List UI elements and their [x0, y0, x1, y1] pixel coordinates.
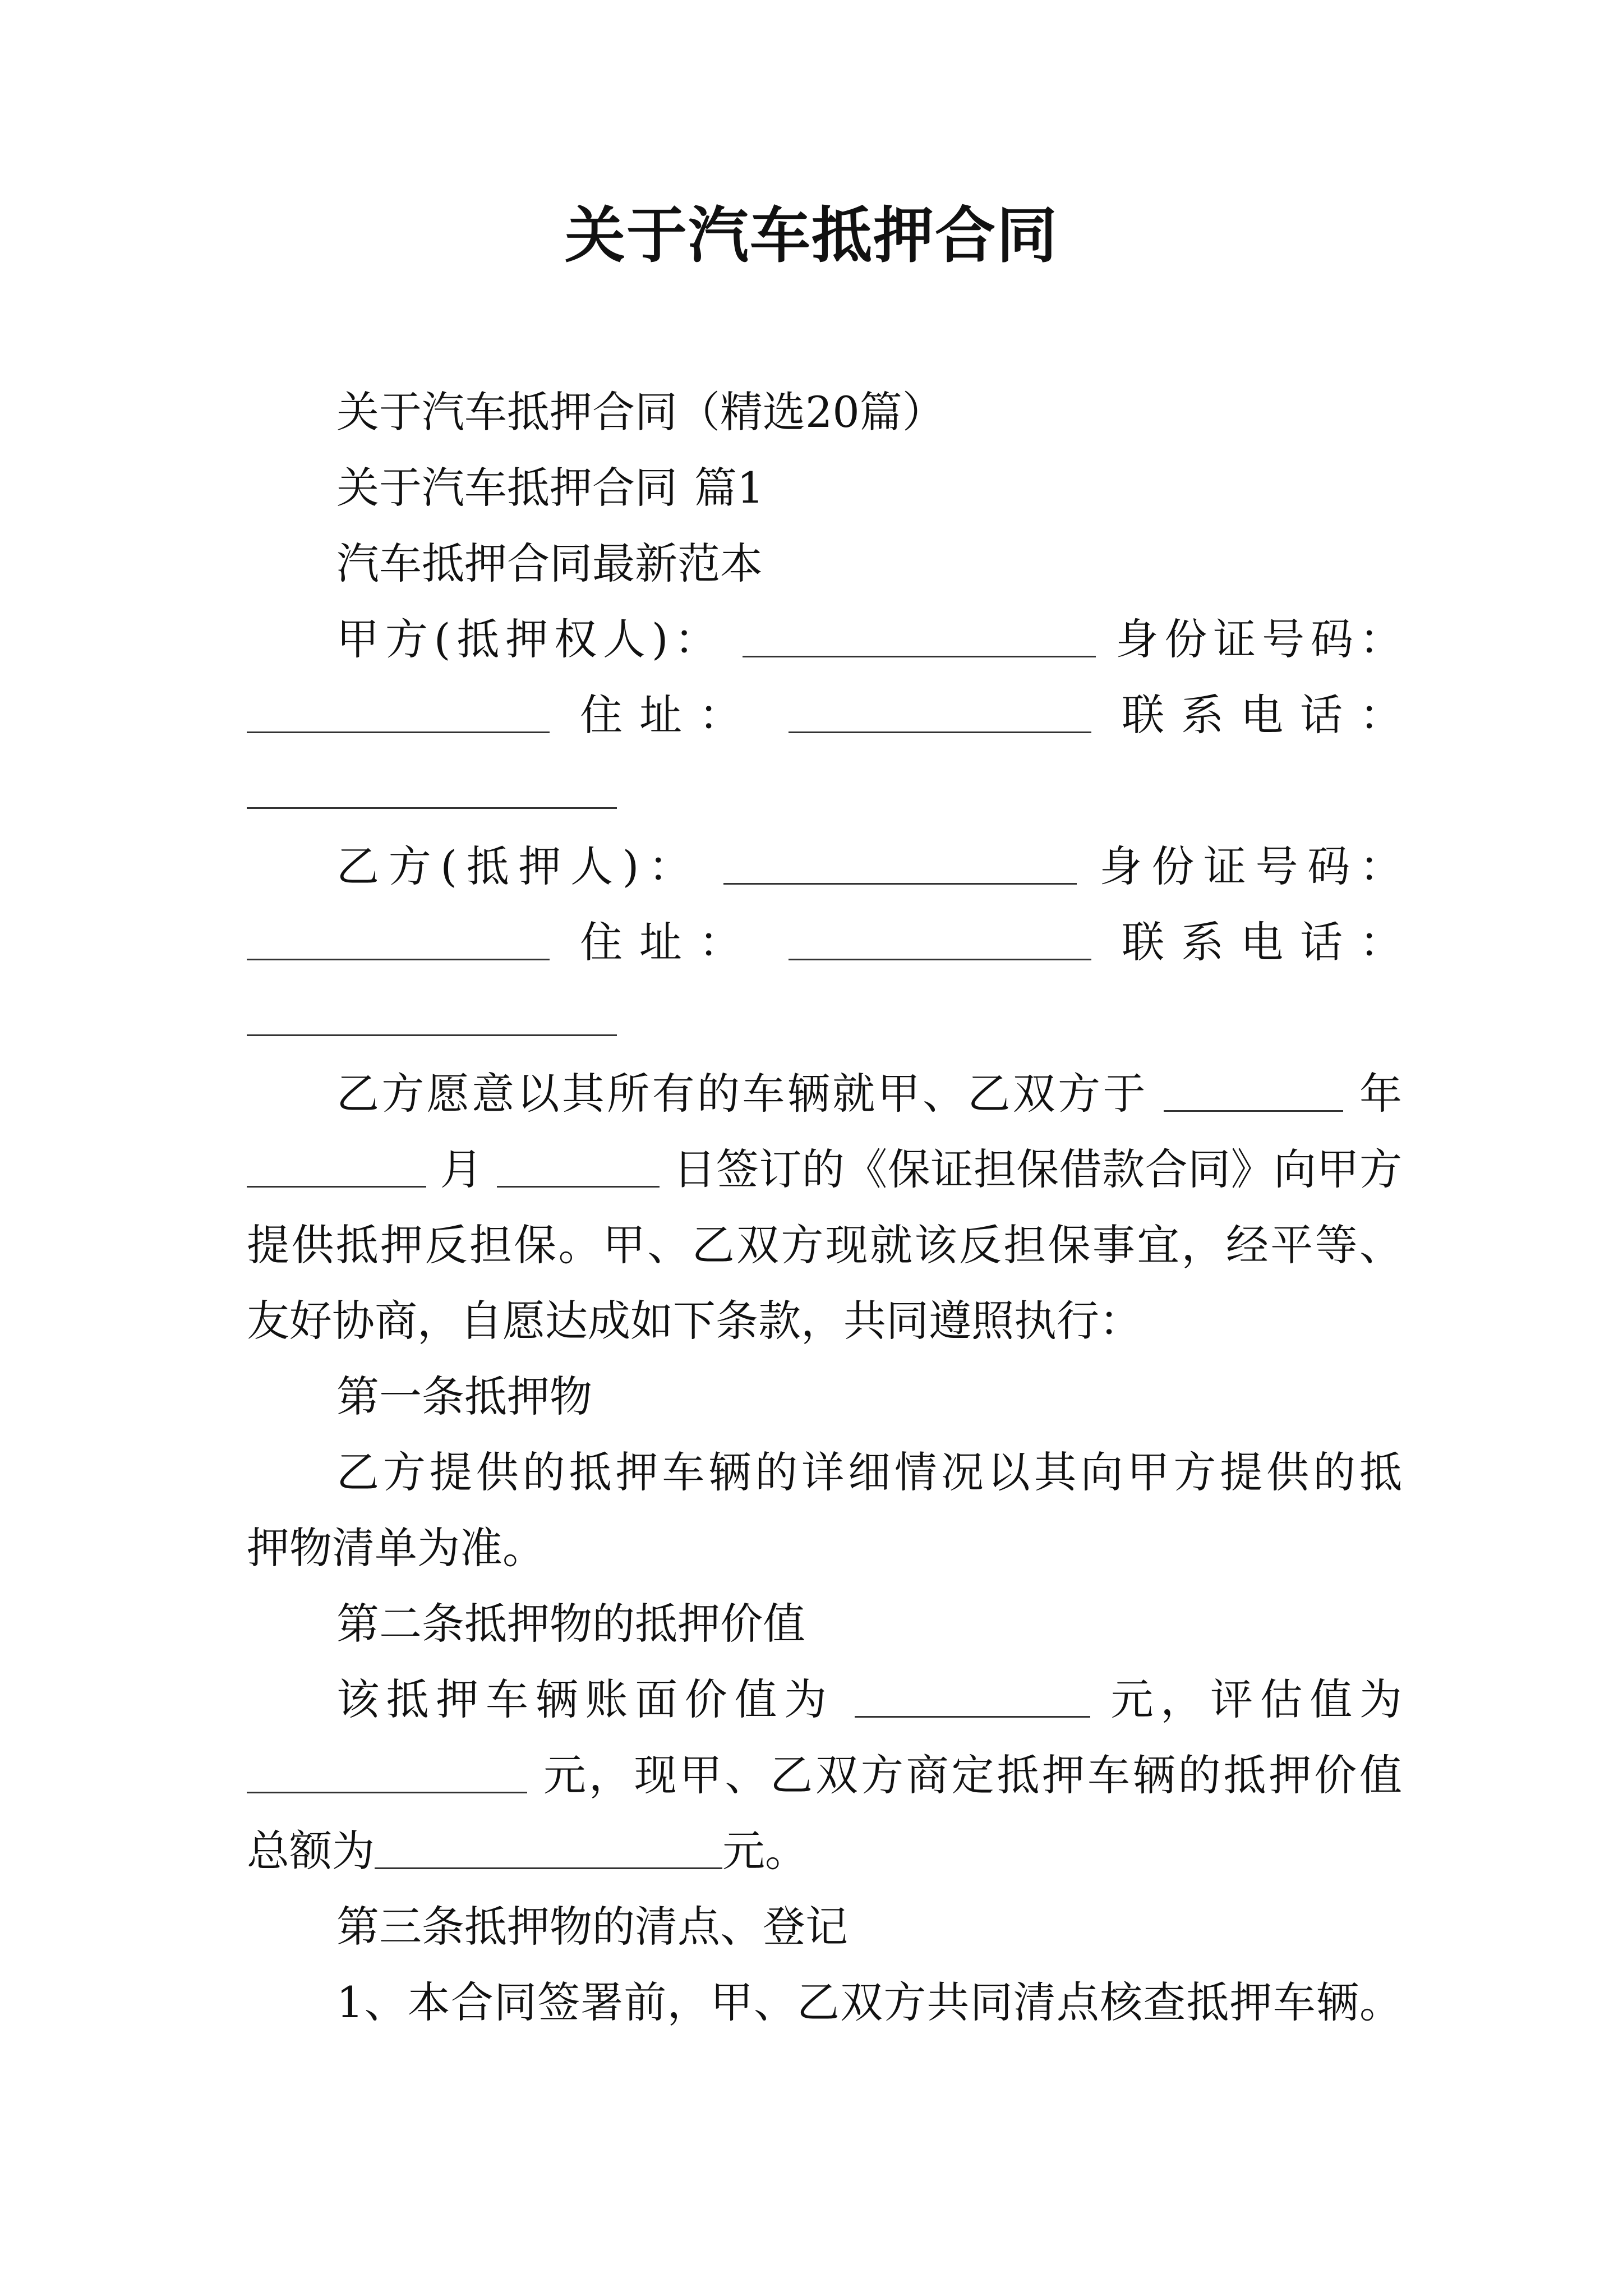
party-b-address-label: 住址：	[580, 917, 758, 967]
party-b-phone-line	[247, 987, 1402, 1049]
intro-line-4: 友好协商，自愿达成如下条款，共同遵照执行：	[247, 1296, 1142, 1346]
party-b-line	[336, 836, 1402, 898]
party-b-phone-label: 联系电话：	[1122, 917, 1402, 967]
article-1-line-1: 乙方提供的抵押车辆的详细情况以其向甲方提供的抵	[336, 1447, 1402, 1497]
party-b-phone-blank	[247, 994, 617, 1036]
party-a-phone-label: 联系电话：	[1122, 690, 1402, 740]
party-b-label: 乙方(抵押人)：	[336, 841, 700, 891]
intro-year-blank	[1164, 1070, 1343, 1112]
mortgage-total-blank	[375, 1827, 722, 1869]
party-a-phone-line	[247, 760, 1402, 822]
intro-month-blank	[247, 1145, 426, 1188]
article-3-item-1: 1、本合同签署前，甲、乙双方共同清点核查抵押车辆。	[336, 1977, 1402, 2027]
intro-line-1: 乙方愿意以其所有的车辆就甲、乙双方于 年	[336, 1069, 1402, 1119]
party-b-id-blank	[247, 918, 550, 960]
selection-heading: 关于汽车抵押合同（精选20篇）	[336, 387, 945, 437]
party-a-address-label: 住址：	[580, 690, 758, 740]
appraised-value-blank	[247, 1751, 527, 1793]
party-b-address-blank	[789, 918, 1091, 960]
article-1-heading: 第一条抵押物	[336, 1372, 592, 1421]
intro-line-3: 提供抵押反担保。甲、乙双方现就该反担保事宜，经平等、	[247, 1220, 1402, 1270]
party-a-name-blank	[743, 615, 1096, 657]
article-1-line-2: 押物清单为准。	[247, 1523, 545, 1573]
party-a-id-label: 身份证号码：	[1115, 614, 1402, 664]
party-a-address-blank	[789, 691, 1091, 733]
article-2-line-2: 元，现甲、乙双方商定抵押车辆的抵押价值	[247, 1745, 1402, 1806]
party-b-name-blank	[723, 843, 1077, 885]
piece-heading: 关于汽车抵押合同 篇1	[336, 463, 764, 513]
article-2-line-3: 总额为 元。	[247, 1826, 808, 1876]
party-a-address-line	[247, 684, 1402, 746]
party-b-id-label: 身份证号码：	[1099, 841, 1402, 891]
document-title: 关于汽车抵押合同	[564, 200, 1058, 271]
template-title: 汽车抵押合同最新范本	[336, 539, 763, 588]
party-a-id-blank	[247, 691, 550, 733]
intro-day-blank	[497, 1145, 660, 1188]
book-value-blank	[855, 1676, 1090, 1718]
article-2-line-1: 该抵押车辆账面价值为 元，评估值为	[336, 1674, 1403, 1724]
party-a-label: 甲方(抵押权人)：	[336, 614, 723, 664]
party-b-address-line	[247, 912, 1402, 973]
article-2-heading: 第二条抵押物的抵押价值	[336, 1599, 805, 1649]
party-a-phone-blank	[247, 767, 617, 809]
article-3-heading: 第三条抵押物的清点、登记	[336, 1902, 848, 1952]
party-a-line	[336, 609, 1402, 670]
intro-line-2: 月 日签订的《保证担保借款合同》向甲方	[247, 1139, 1402, 1200]
